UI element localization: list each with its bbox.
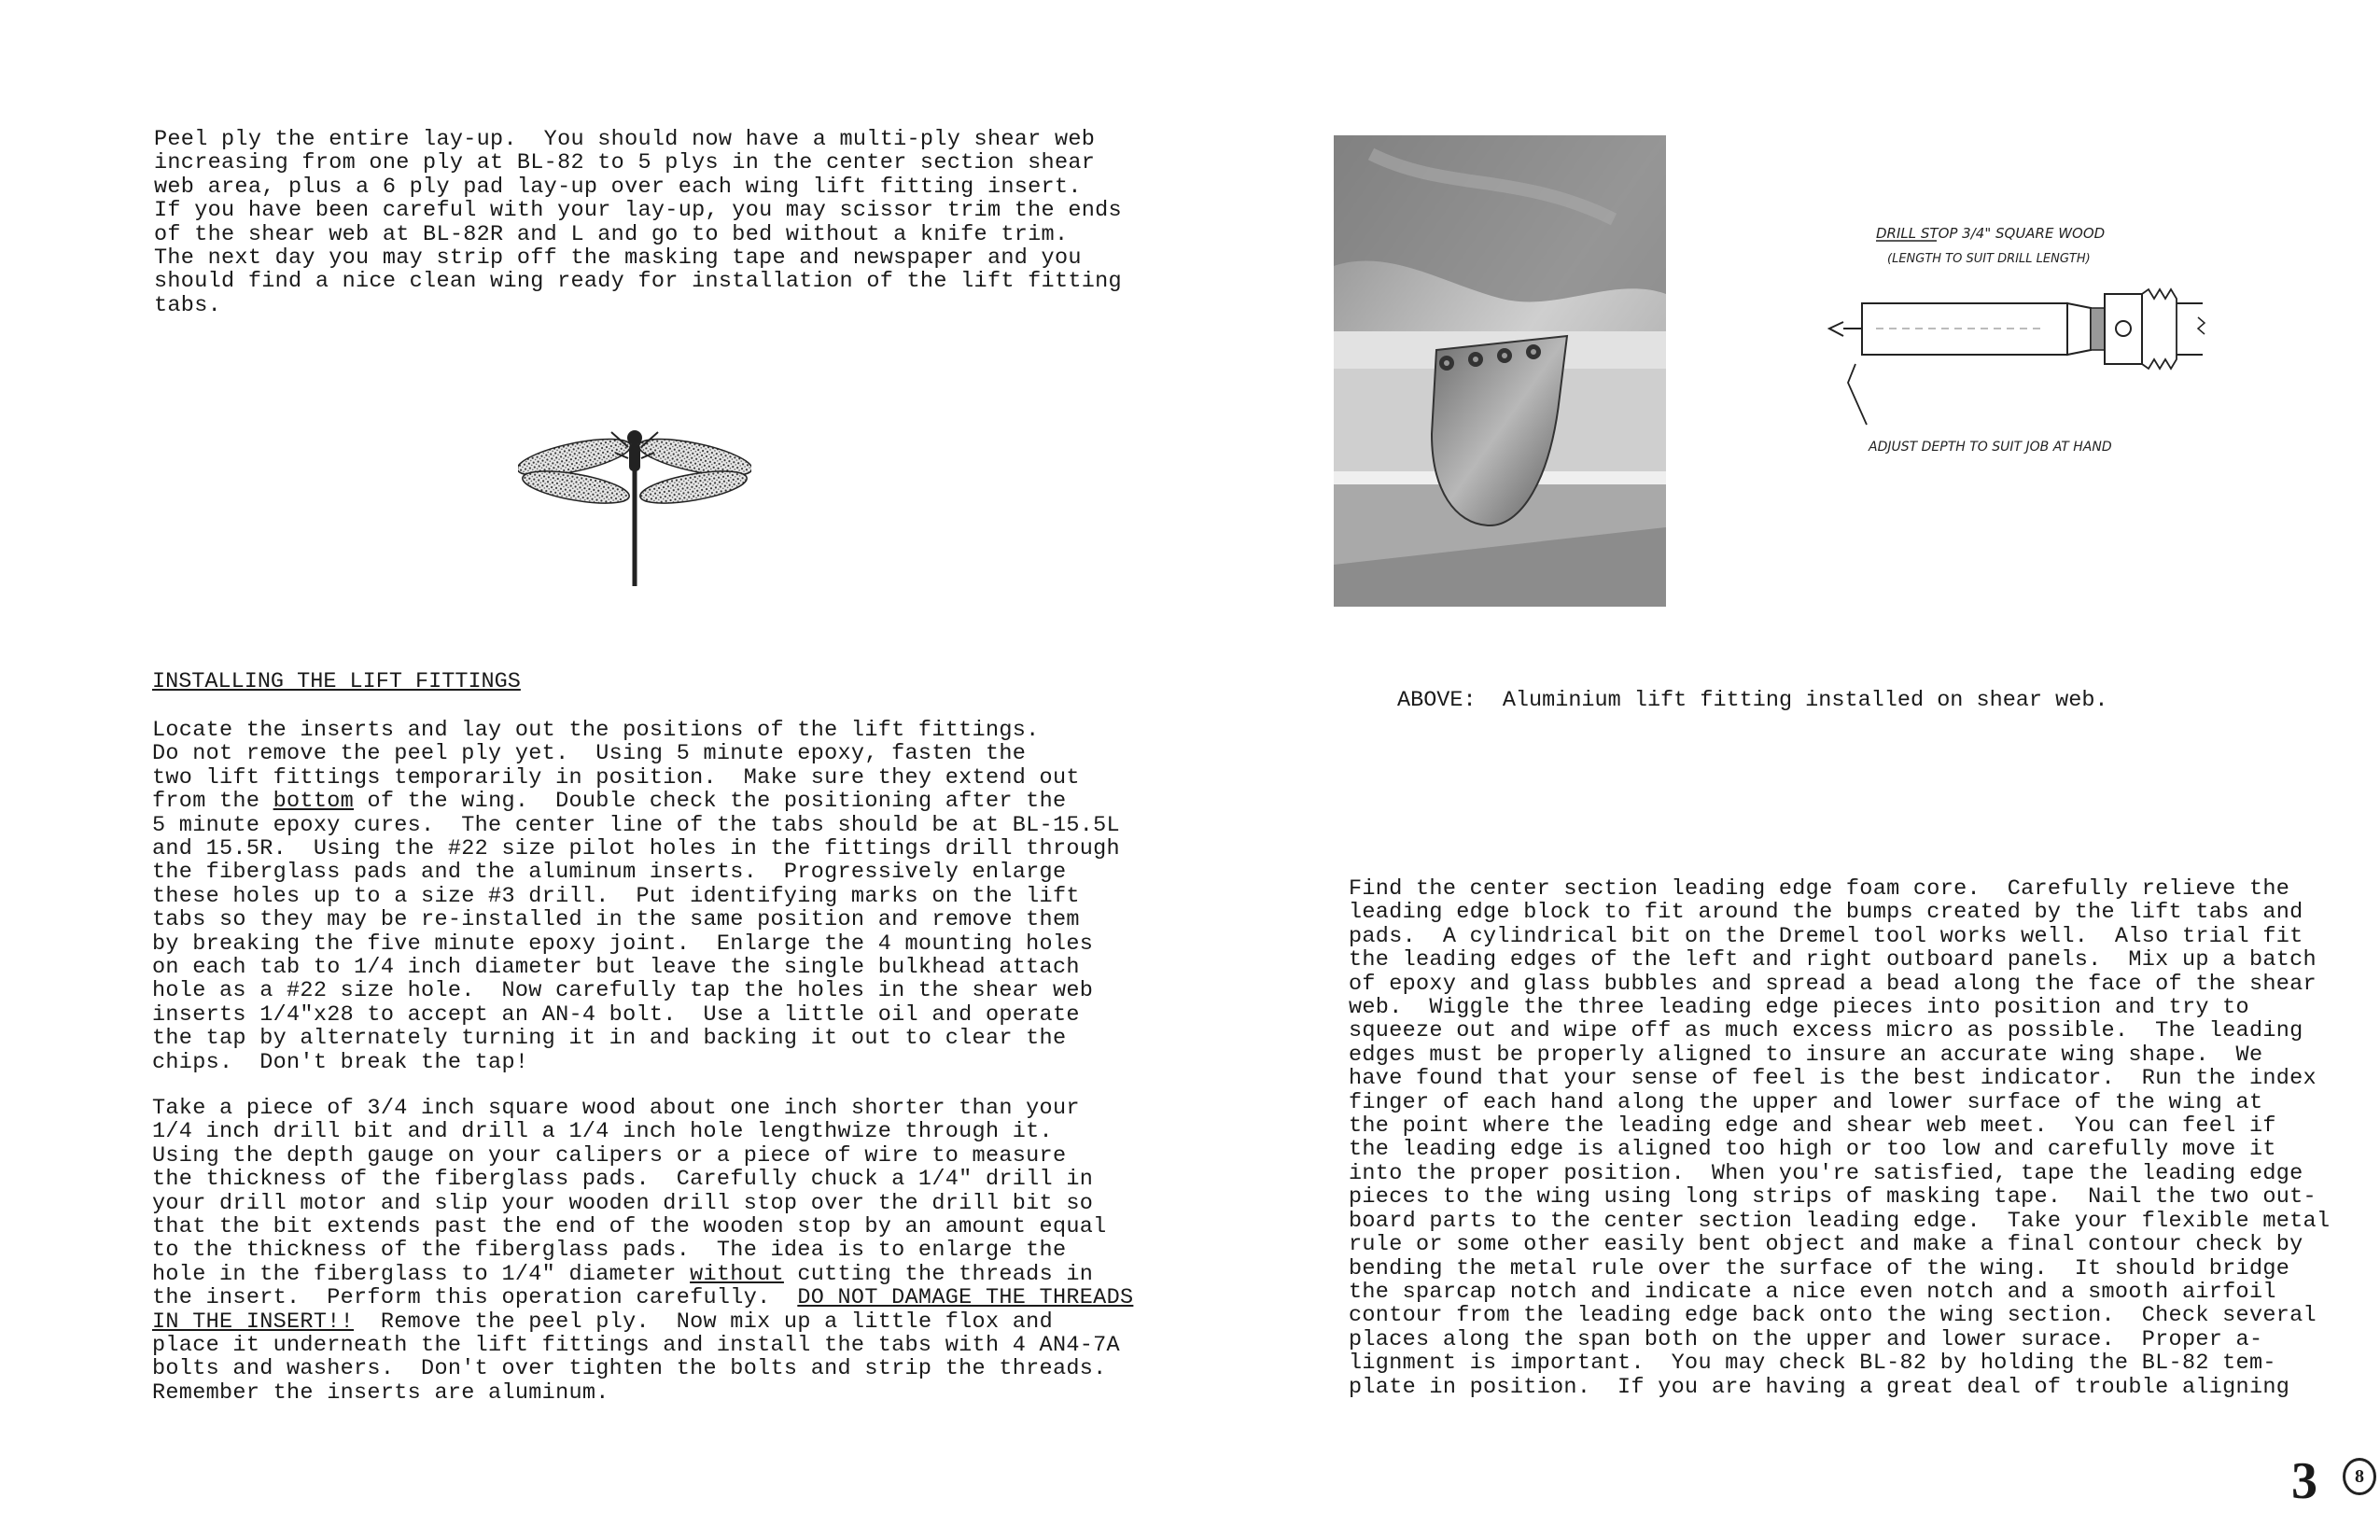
text-line: bending the metal rule over the surface of the wing. It should bridge bbox=[1349, 1255, 2290, 1281]
text-line: bolts and washers. Don't over tighten the bolts and strip the threads. bbox=[152, 1356, 1107, 1382]
text-line: pads. A cylindrical bit on the Dremel tool works well. Also trial fit bbox=[1349, 923, 2303, 949]
text-line: place it underneath the lift fittings and install the tabs with 4 AN4-7A bbox=[152, 1333, 1120, 1359]
text-line: of epoxy and glass bubbles and spread a bead along the face of the shear bbox=[1349, 971, 2317, 997]
sketch-subtitle: (LENGTH TO SUIT DRILL LENGTH) bbox=[1887, 252, 2091, 266]
text-line: board parts to the center section leading edge. Take your flexible metal bbox=[1349, 1208, 2331, 1234]
text-line: pieces to the wing using long strips of masking tape. Nail the two out- bbox=[1349, 1184, 2317, 1211]
emphasis-without: without bbox=[690, 1261, 784, 1287]
text-line: hole as a #22 size hole. Now carefully tap the holes in the shear web bbox=[152, 978, 1094, 1004]
text-line: the sparcap notch and indicate a nice even notch and a smooth airfoil bbox=[1349, 1279, 2276, 1305]
text-line: on each tab to 1/4 inch diameter but leave the single bulkhead attach bbox=[152, 955, 1080, 981]
text-line: Take a piece of 3/4 inch square wood about one inch shorter than your bbox=[152, 1096, 1080, 1121]
text-line: two lift fittings temporarily in position. Make sure they extend out bbox=[152, 764, 1080, 791]
text-line: 5 minute epoxy cures. The center line of the tabs should be at BL-15.5L bbox=[152, 812, 1120, 838]
paragraph-drill-stop bbox=[152, 1097, 1133, 1405]
text-line: from the bottom of the wing. Double check the positioning after the bbox=[152, 789, 1067, 815]
lift-fitting-photo bbox=[1334, 135, 1666, 607]
text-line: places along the span both on the upper and lower surace. Proper a- bbox=[1349, 1326, 2263, 1352]
emphasis-bottom: bottom bbox=[273, 789, 355, 815]
text-line: inserts 1/4"x28 to accept an AN-4 bolt. Use a little oil and operate bbox=[152, 1001, 1080, 1028]
text-line: Using the depth gauge on your calipers or a piece of wire to measure bbox=[152, 1142, 1067, 1169]
text-line: Find the center section leading edge foam core. Carefully relieve the bbox=[1349, 876, 2290, 902]
text-line: and 15.5R. Using the #22 size pilot holes in the fittings drill through bbox=[152, 836, 1120, 862]
text-line: should find a nice clean wing ready for installation of the lift fitting bbox=[154, 269, 1122, 295]
text-line: web. Wiggle the three leading edge pieces into position and try to bbox=[1349, 995, 2249, 1021]
text-line: into the proper position. When you're satisfied, tape the leading edge bbox=[1349, 1160, 2303, 1186]
text-line: IN THE INSERT!! Remove the peel ply. Now mix up a little flox and bbox=[152, 1309, 1053, 1335]
text-line: the insert. Perform this operation carefully. DO NOT DAMAGE THE THREADS bbox=[152, 1285, 1134, 1311]
text-line: the leading edges of the left and right outboard panels. Mix up a batch bbox=[1349, 947, 2317, 973]
text-line: Peel ply the entire lay-up. You should now have a multi-ply shear web bbox=[154, 127, 1096, 152]
page-badge: 8 bbox=[2343, 1458, 2376, 1495]
text-line: contour from the leading edge back onto the wing section. Check several bbox=[1349, 1303, 2317, 1329]
text-line: tabs so they may be re-installed in the same position and remove them bbox=[152, 907, 1080, 933]
section-heading: INSTALLING THE LIFT FITTINGS bbox=[152, 669, 521, 694]
text-line: by breaking the five minute epoxy joint. Enlarge the 4 mounting holes bbox=[152, 931, 1094, 957]
paragraph-installing bbox=[152, 719, 1120, 1074]
intro-paragraph bbox=[154, 128, 1122, 317]
sketch-title: DRILL STOP 3/4" SQUARE WOOD bbox=[1876, 225, 2106, 242]
drill-stop-sketch bbox=[1820, 215, 2305, 467]
text-line: that the bit extends past the end of the wooden stop by an amount equal bbox=[152, 1214, 1107, 1240]
photo-caption: ABOVE: Aluminium lift fitting installed on shear web. bbox=[1397, 688, 2108, 713]
paragraph-leading-edge bbox=[1349, 877, 2330, 1399]
text-line: If you have been careful with your lay-up, you may scissor trim the ends bbox=[154, 198, 1122, 224]
text-line: web area, plus a 6 ply pad lay-up over each wing lift fitting insert. bbox=[154, 174, 1082, 200]
text-line: these holes up to a size #3 drill. Put identifying marks on the lift bbox=[152, 883, 1080, 909]
text-line: to the thickness of the fiberglass pads. The idea is to enlarge the bbox=[152, 1238, 1067, 1264]
text-line: edges must be properly aligned to insure an accurate wing shape. We bbox=[1349, 1042, 2263, 1068]
text-line: Do not remove the peel ply yet. Using 5 minute epoxy, fasten the bbox=[152, 741, 1027, 767]
sketch-note: ADJUST DEPTH TO SUIT JOB AT HAND bbox=[1869, 440, 2112, 455]
dragonfly-illustration bbox=[518, 425, 751, 588]
text-line: the leading edge is aligned too high or too low and carefully move it bbox=[1349, 1137, 2276, 1163]
text-line: the fiberglass pads and the aluminum inserts. Progressively enlarge bbox=[152, 860, 1067, 886]
text-line: lignment is important. You may check BL-82 by holding the BL-82 tem- bbox=[1349, 1351, 2276, 1377]
text-line: Locate the inserts and lay out the positions of the lift fittings. bbox=[152, 718, 1040, 743]
text-line: plate in position. If you are having a great deal of trouble aligning bbox=[1349, 1374, 2290, 1400]
text-line: leading edge block to fit around the bumps created by the lift tabs and bbox=[1349, 900, 2303, 926]
page-number: 3 bbox=[2291, 1452, 2317, 1510]
text-line: 1/4 inch drill bit and drill a 1/4 inch hole lengthwize through it. bbox=[152, 1119, 1053, 1145]
text-line: tabs. bbox=[154, 292, 222, 318]
text-line: the point where the leading edge and shear web meet. You can feel if bbox=[1349, 1113, 2276, 1140]
text-line: the thickness of the fiberglass pads. Carefully chuck a 1/4" drill in bbox=[152, 1167, 1094, 1193]
text-line: rule or some other easily bent object and make a final contour check by bbox=[1349, 1232, 2303, 1258]
text-line: hole in the fiberglass to 1/4" diameter without cutting the threads in bbox=[152, 1261, 1094, 1287]
text-line: the tap by alternately turning it in and backing it out to clear the bbox=[152, 1026, 1067, 1052]
text-line: your drill motor and slip your wooden drill stop over the drill bit so bbox=[152, 1190, 1094, 1216]
text-line: of the shear web at BL-82R and L and go to bed without a knife trim. bbox=[154, 221, 1069, 247]
text-line: finger of each hand along the upper and lower surface of the wing at bbox=[1349, 1089, 2263, 1115]
text-line: squeeze out and wipe off as much excess micro as possible. The leading bbox=[1349, 1018, 2303, 1044]
text-line: have found that your sense of feel is the best indicator. Run the index bbox=[1349, 1066, 2317, 1092]
text-line: Remember the inserts are aluminum. bbox=[152, 1379, 609, 1406]
warning-text: DO NOT DAMAGE THE THREADS bbox=[797, 1285, 1134, 1311]
text-line: increasing from one ply at BL-82 to 5 plys in the center section shear bbox=[154, 150, 1096, 176]
text-line: The next day you may strip off the masking tape and newspaper and you bbox=[154, 245, 1082, 272]
warning-text: IN THE INSERT!! bbox=[152, 1309, 355, 1335]
text-line: chips. Don't break the tap! bbox=[152, 1049, 529, 1075]
